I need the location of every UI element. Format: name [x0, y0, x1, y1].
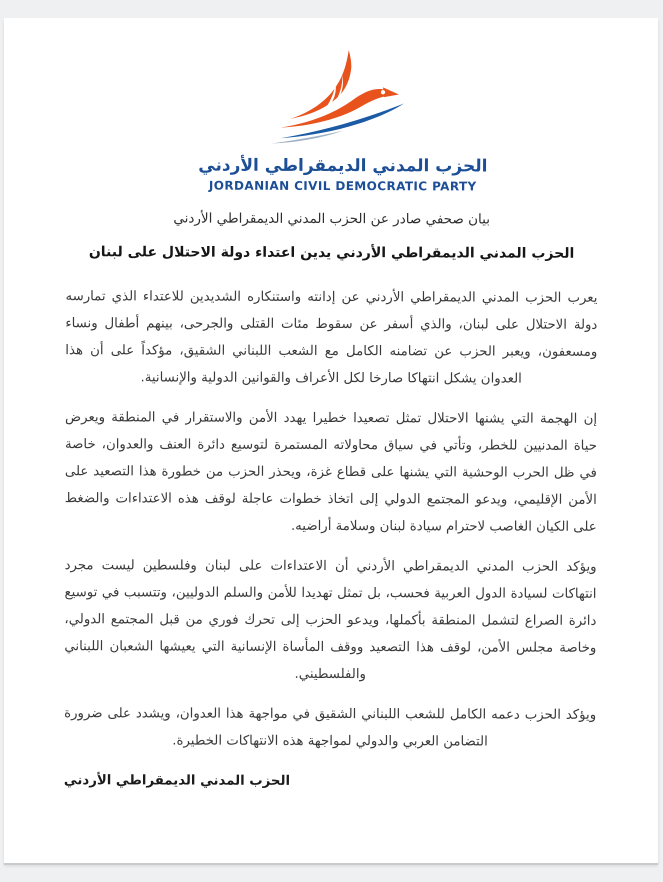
document-page [4, 18, 658, 863]
paragraph-3: ويؤكد الحزب المدني الديمقراطي الأردني أن الاعتداءات على لبنان وفلسطين ليست مجرد انتهاكات لسيادة الدول العربية فحسب، بل تمثل تهديدا للأمن والسلم الدوليين، وتتسبب في توسيع دائرة الصراع لتشمل المنطقة بأكملها، ويدعو الحزب إلى تحرك فوري من قبل المجتمع الدولي، وخاصة مجلس الأمن، لوقف هذا التصعيد ووقف المأساة الإنسانية التي يعيشها الشعبان اللبناني والفلسطيني. [64, 558, 597, 683]
statement-body [64, 283, 598, 809]
paragraph-1: يعرب الحزب المدني الديمقراطي الأردني عن إدانته واستنكاره الشديدين للاعتداء الذي تمارسه دولة الاحتلال على لبنان، والذي أسفر عن سقوط مئات القتلى والجرحى، بينهم أطفال ونساء ومسعفون، ويعبر الحزب عن تضامنه الكامل مع الشعب اللبناني الشقيق، مؤكداً على أن هذا العدوان يشكل انتهاكا صارخا لكل الأعراف والقوانين الدولية والإنسانية. [65, 289, 598, 387]
party-name-english: JORDANIAN CIVIL DEMOCRATIC PARTY [208, 178, 477, 194]
statement-headline: الحزب المدني الديمقراطي الأردني يدين اعتداء دولة الاحتلال على لبنان [88, 244, 575, 262]
bird-flame-logo-icon [270, 48, 420, 156]
signature-line: الحزب المدني الديمقراطي الأردني [63, 773, 291, 789]
party-logo [5, 47, 659, 194]
press-release-subtitle: بيان صحفي صادر عن الحزب المدني الديمقراطي الأردني [173, 210, 491, 228]
party-name-arabic: الحزب المدني الديمقراطي الأردني [198, 155, 488, 177]
paragraph-4: ويؤكد الحزب دعمه الكامل للشعب اللبناني الشقيق في مواجهة هذا العدوان، ويشدد على ضرورة التضامن العربي والدولي لمواجهة هذه الانتهاكات الخطيرة. [64, 706, 597, 750]
paragraph-2: إن الهجمة التي يشنها الاحتلال تمثل تصعيدا خطيرا يهدد الأمن والاستقرار في المنطقة ويعرض حياة المدنيين للخطر، وتأتي في سياق محاولاته المستمرة لتوسيع دائرة العنف والعدوان، خاصة في ظل الحرب الوحشية التي يشنها على قطاع غزة، ويحذر الحزب من خطورة هذا التصعيد على الأمن الإقليمي، ويدعو المجتمع الدولي إلى اتخاذ خطوات عاجلة لوقف هذه الاعتداءات والضغط على الكيان الغاصب لاحترام سيادة لبنان وسلامة أراضيه. [64, 410, 598, 535]
